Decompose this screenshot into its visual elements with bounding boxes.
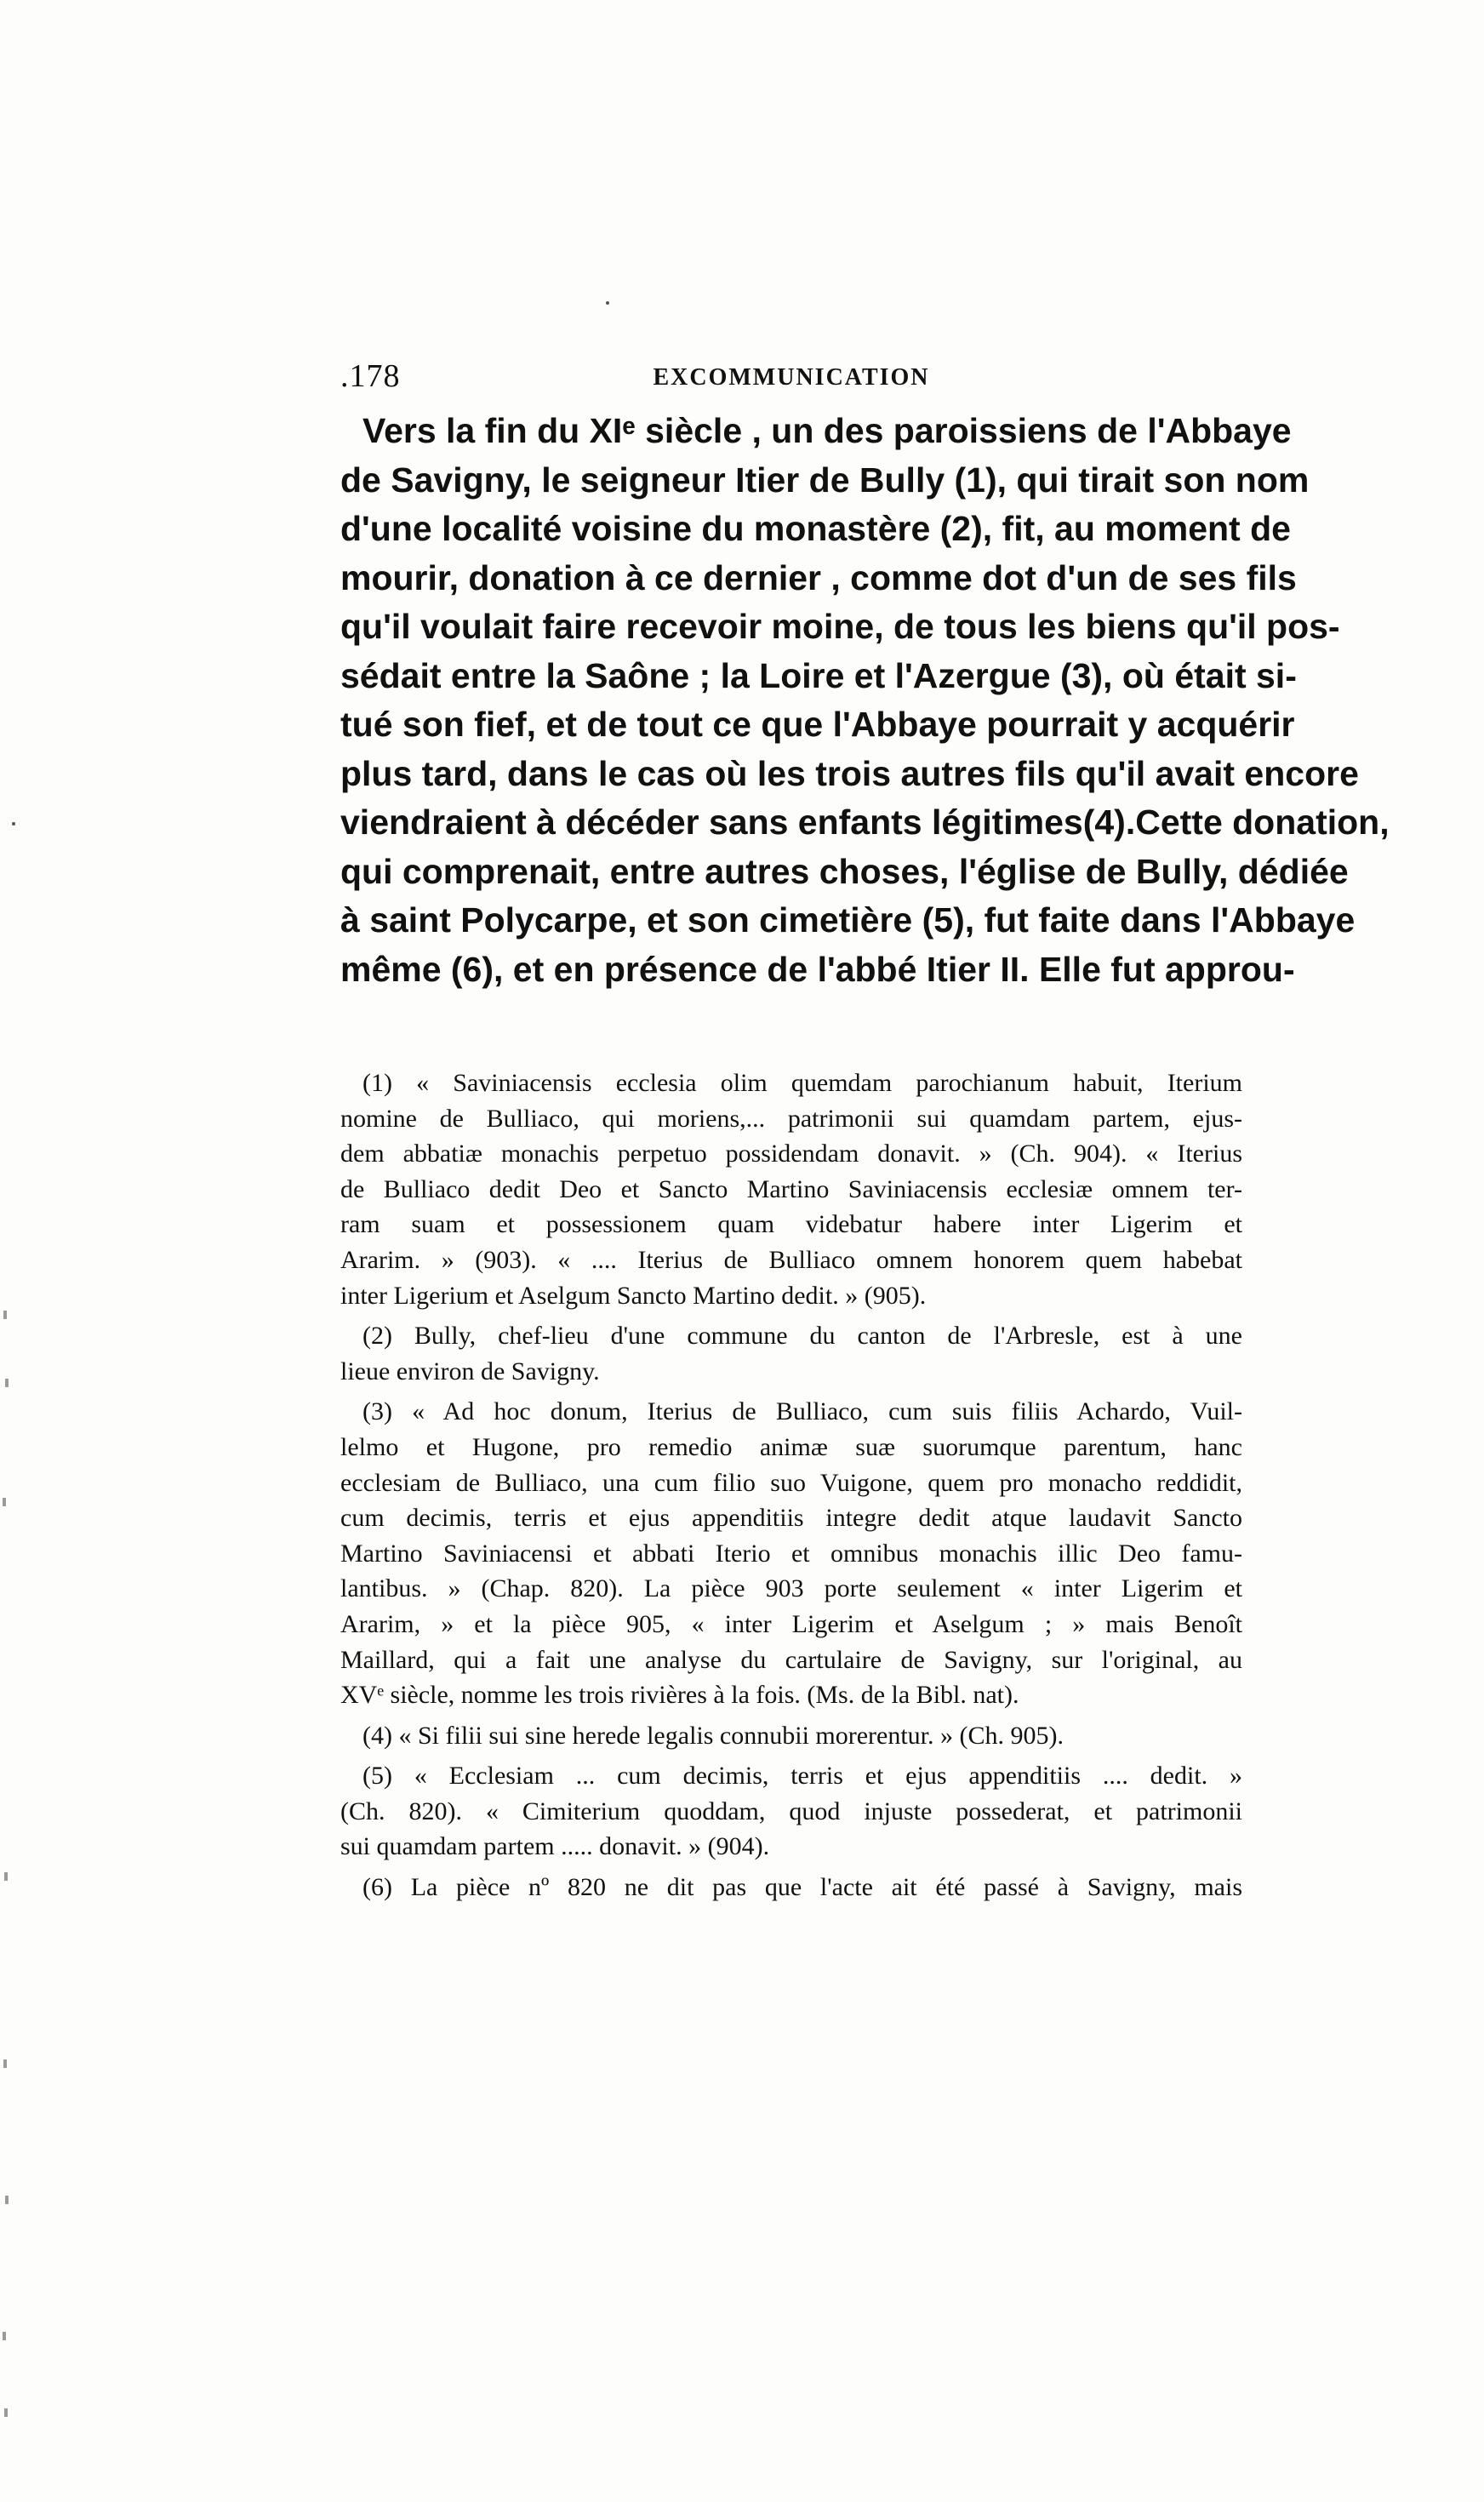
body-line: mourir, donation à ce dernier , comme dot d'un de ses fils	[340, 557, 1297, 597]
body-line: sédait entre la Saône ; la Loire et l'Azergue (3), où était si-	[340, 655, 1297, 695]
footnote-line: de Bulliaco dedit Deo et Sancto Martino Saviniacensis ecclesiæ omnem ter-	[340, 1174, 1242, 1203]
footnote-3	[340, 1394, 1242, 1712]
footnote-5	[340, 1758, 1242, 1865]
running-title: EXCOMMUNICATION	[653, 364, 930, 391]
footnote-line: ecclesiam de Bulliaco, una cum filio suo Vuigone, quem pro monacho reddidit,	[340, 1468, 1242, 1497]
footnote-2	[340, 1318, 1242, 1389]
main-paragraph	[340, 407, 1390, 994]
scan-dot	[606, 301, 609, 305]
footnote-line: Ararim. » (903). « .... Iterius de Bulliaco omnem honorem quem habebat	[340, 1245, 1242, 1274]
footnote-line: nomine de Bulliaco, qui moriens,... patrimonii sui quamdam partem, ejus-	[340, 1104, 1242, 1133]
footnote-line: Martino Saviniacensi et abbati Iterio et omnibus monachis illic Deo famu-	[340, 1539, 1242, 1568]
footnote-line: (5) « Ecclesiam ... cum decimis, terris et ejus appenditiis .... dedit. »	[362, 1762, 1242, 1791]
page-header	[340, 357, 1242, 408]
footnote-line: lantibus. » (Chap. 820). La pièce 903 porte seulement « inter Ligerim et	[340, 1574, 1242, 1603]
body-line: qui comprenait, entre autres choses, l'église de Bully, dédiée	[340, 851, 1349, 891]
footnote-line: (3) « Ad hoc donum, Iterius de Bulliaco, cum suis filiis Achardo, Vuil-	[362, 1397, 1242, 1426]
body-line: qu'il voulait faire recevoir moine, de tous les biens qu'il pos-	[340, 607, 1340, 646]
page-number: .178	[340, 358, 401, 394]
footnote-line: XVᵉ siècle, nomme les trois rivières à la fois. (Ms. de la Bibl. nat).	[340, 1681, 1019, 1710]
footnote-line: (4) « Si filii sui sine herede legalis connubii morerentur. » (Ch. 905).	[362, 1721, 1064, 1750]
footnote-line: lelmo et Hugone, pro remedio animæ suæ suorumque parentum, hanc	[340, 1432, 1242, 1461]
footnote-4	[340, 1718, 1242, 1754]
footnote-line: (6) La pièce nº 820 ne dit pas que l'acte ait été passé à Savigny, mais	[362, 1873, 1242, 1902]
scan-dot	[12, 822, 15, 825]
footnote-line: inter Ligerium et Aselgum Sancto Martino dedit. » (905).	[340, 1281, 927, 1310]
footnote-6	[340, 1870, 1242, 1905]
footnote-line: sui quamdam partem ..... donavit. » (904).	[340, 1832, 770, 1861]
footnote-line: cum decimis, terris et ejus appenditiis integre dedit atque laudavit Sancto	[340, 1504, 1242, 1533]
body-line: de Savigny, le seigneur Itier de Bully (1), qui tirait son nom	[340, 460, 1310, 500]
body-line: à saint Polycarpe, et son cimetière (5), fut faite dans l'Abbaye	[340, 900, 1356, 940]
footnote-line: lieue environ de Savigny.	[340, 1357, 600, 1385]
body-line: plus tard, dans le cas où les trois autres fils qu'il avait encore	[340, 753, 1359, 793]
footnote-line: (1) « Saviniacensis ecclesia olim quemdam parochianum habuit, Iterium	[362, 1069, 1242, 1097]
body-line: tué son fief, et de tout ce que l'Abbaye pourrait y acquérir	[340, 705, 1295, 744]
footnote-line: Ararim, » et la pièce 905, « inter Ligerim et Aselgum ; » mais Benoît	[340, 1609, 1242, 1638]
footnote-line: dem abbatiæ monachis perpetuo possidendam donavit. » (Ch. 904). « Iterius	[340, 1140, 1242, 1168]
footnote-1	[340, 1065, 1242, 1313]
footnote-line: (Ch. 820). « Cimiterium quoddam, quod injuste possederat, et patrimonii	[340, 1797, 1242, 1825]
scan-margin-specks	[0, 1277, 26, 2468]
body-line: Vers la fin du XIᵉ siècle , un des paroissiens de l'Abbaye	[362, 411, 1292, 450]
footnote-line: ram suam et possessionem quam videbatur habere inter Ligerim et	[340, 1210, 1242, 1239]
footnote-line: (2) Bully, chef-lieu d'une commune du canton de l'Arbresle, est à une	[362, 1322, 1242, 1351]
body-line: viendraient à décéder sans enfants légitimes(4).Cette donation,	[340, 803, 1390, 842]
footnote-line: Maillard, qui a fait une analyse du cartulaire de Savigny, sur l'original, au	[340, 1645, 1242, 1674]
footnotes	[340, 1065, 1242, 1905]
body-line: même (6), et en présence de l'abbé Itier II. Elle fut approu-	[340, 949, 1295, 989]
body-line: d'une localité voisine du monastère (2), fit, au moment de	[340, 509, 1291, 548]
